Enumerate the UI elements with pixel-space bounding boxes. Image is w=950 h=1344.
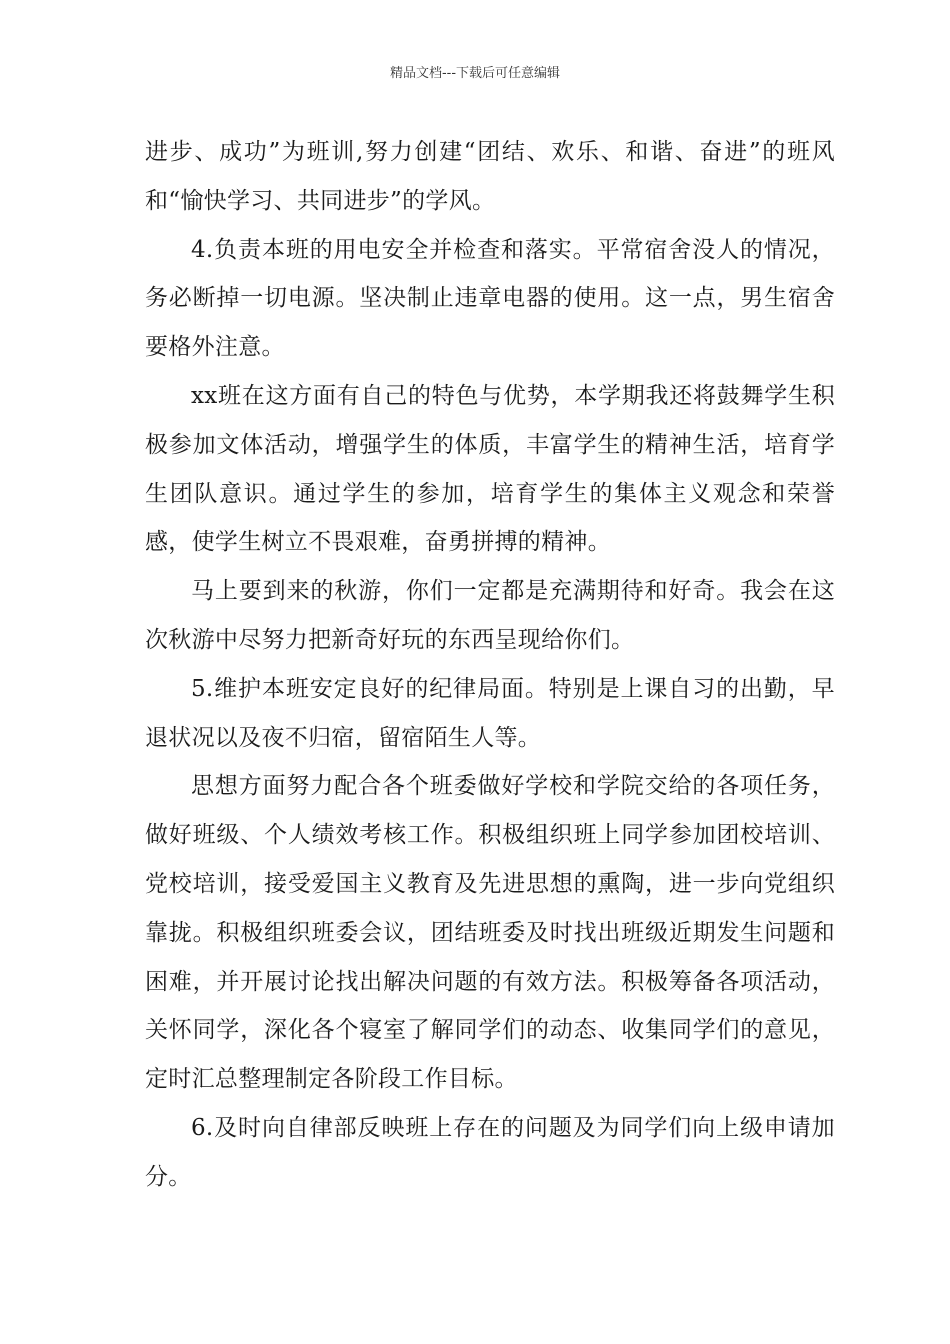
paragraph-continuation: 进步、成功”为班训,努力创建“团结、欢乐、和谐、奋进”的班风和“愉快学习、共同进步”的学风。 <box>145 139 835 214</box>
paragraph-item-6: 6.及时向自律部反映班上存在的问题及为同学们向上级申请加分。 <box>145 1114 835 1190</box>
page-header: 精品文档---下载后可任意编辑 <box>389 66 561 81</box>
paragraph-item-5: 5.维护本班安定良好的纪律局面。特别是上课自习的出勤，早退状况以及夜不归宿，留宿陌生人等。 <box>145 675 835 751</box>
paragraph-item-4: 4.负责本班的用电安全并检查和落实。平常宿舍没人的情况，务必断掉一切电源。坚决制止违章电器的使用。这一点，男生宿舍要格外注意。 <box>145 236 835 361</box>
document-body <box>145 128 835 1202</box>
paragraph-ideology: 思想方面努力配合各个班委做好学校和学院交给的各项任务，做好班级、个人绩效考核工作。积极组织班上同学参加团校培训、党校培训，接受爱国主义教育及先进思想的熏陶，进一步向党组织靠拢。积极组织班委会议，团结班委及时找出班级近期发生问题和困难，并开展讨论找出解决问题的有效方法。积极筹备各项活动，关怀同学，深化各个寝室了解同学们的动态、收集同学们的意见，定时汇总整理制定各阶段工作目标。 <box>145 773 835 1093</box>
paragraph-class-features: xx班在这方面有自己的特色与优势，本学期我还将鼓舞学生积极参加文体活动，增强学生的体质，丰富学生的精神生活，培育学生团队意识。通过学生的参加，培育学生的集体主义观念和荣誉感，使学生树立不畏艰难，奋勇拼搏的精神。 <box>145 382 835 556</box>
paragraph-autumn-trip: 马上要到来的秋游，你们一定都是充满期待和好奇。我会在这次秋游中尽努力把新奇好玩的东西呈现给你们。 <box>145 578 835 653</box>
